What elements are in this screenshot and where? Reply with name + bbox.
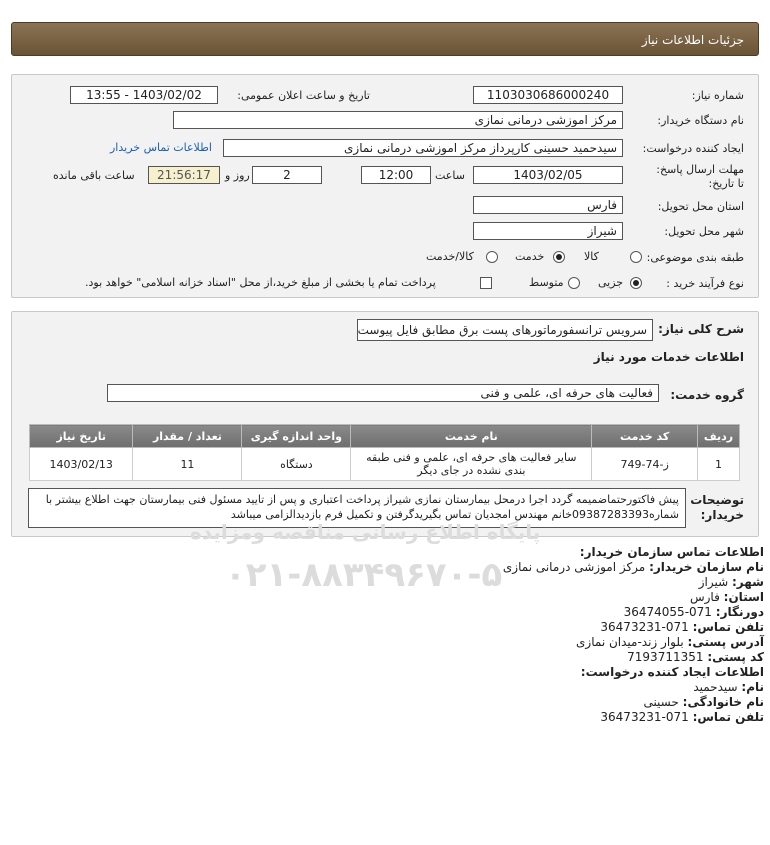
last-name-label: نام خانوادگی: <box>682 695 764 709</box>
city-field: شیراز <box>473 222 623 240</box>
services-table <box>29 424 740 481</box>
address-label: آدرس پستی: <box>687 635 764 649</box>
creator-phone-label: تلفن تماس: <box>692 710 764 724</box>
first-name-label: نام: <box>741 680 764 694</box>
address-value: بلوار زند-میدان نمازی <box>576 635 684 649</box>
creator-contact-title: اطلاعات ایجاد کننده درخواست: <box>580 665 764 679</box>
process-option-medium: متوسط <box>529 276 564 289</box>
process-radio-minor[interactable] <box>630 277 642 289</box>
treasury-payment-checkbox[interactable] <box>480 277 492 289</box>
remaining-time-field: 21:56:17 <box>148 166 220 184</box>
category-option-both: کالا/خدمت <box>426 250 474 263</box>
description-field: پیش فاکتورحتماضمیمه گردد اجرا درمحل بیمارستان نمازی شیراز پرداخت اعتباری و پس از تایید مسئول فنی بیمارستان جهت اطلاع بیشتر با شماره09387283393خانم مهندس امجدیان تماس بگیریدگرفتن و تکمیل فرم بازدیدالزامی میباشد <box>28 488 686 528</box>
announce-label: تاریخ و ساعت اعلان عمومی: <box>237 89 370 102</box>
buyer-org-field: مرکز اموزشی درمانی نمازی <box>173 111 623 129</box>
summary-label: شرح کلی نیاز: <box>658 322 744 336</box>
org-city-value: شیراز <box>698 575 729 589</box>
buyer-org-label: نام دستگاه خریدار: <box>657 114 744 127</box>
need-number-field: 1103030686000240 <box>473 86 623 104</box>
need-number-label: شماره نیاز: <box>691 89 744 102</box>
summary-field: سرویس ترانسفورماتورهای پست برق مطابق فایل پیوست <box>357 319 653 341</box>
last-name-value: حسینی <box>643 695 679 709</box>
watermark-phone: ۰۲۱-۸۸۳۴۹۶۷۰-۵ <box>225 555 503 595</box>
watermark-text: پایگاه اطلاع رسانی مناقصه ومزایده <box>190 520 541 544</box>
category-radio-service[interactable] <box>553 251 565 263</box>
creator-field: سیدحمید حسینی کارپرداز مرکز اموزشی درمانی نمازی <box>223 139 623 157</box>
treasury-payment-text: پرداخت تمام یا بخشی از مبلغ خرید،از محل "اسناد خزانه اسلامی" خواهد بود. <box>85 276 436 289</box>
province-field: فارس <box>473 196 623 214</box>
org-name-label: نام سازمان خریدار: <box>649 560 764 574</box>
phone-value: 071-36473231 <box>600 620 689 634</box>
org-name-value: مرکز اموزشی درمانی نمازی <box>502 560 646 574</box>
cell-name: سایر فعالیت های حرفه ای، علمی و فنی طبقه بندی نشده در جای دیگر <box>351 448 592 481</box>
deadline-label: مهلت ارسال پاسخ: تا تاریخ: <box>656 163 744 190</box>
services-title: اطلاعات خدمات مورد نیاز <box>593 350 744 364</box>
process-radio-medium[interactable] <box>568 277 580 289</box>
deadline-time-field: 12:00 <box>361 166 431 184</box>
creator-phone-value: 071-36473231 <box>600 710 689 724</box>
phone-label: تلفن تماس: <box>692 620 764 634</box>
group-label: گروه خدمت: <box>670 388 744 402</box>
buyer-contact-link[interactable]: اطلاعات تماس خریدار <box>110 141 212 154</box>
remaining-label: ساعت باقی مانده <box>53 169 135 182</box>
deadline-date-field: 1403/02/05 <box>473 166 623 184</box>
col-qty: تعداد / مقدار <box>133 425 242 448</box>
cell-index: 1 <box>697 448 739 481</box>
cell-qty: 11 <box>133 448 242 481</box>
province-label: استان محل تحویل: <box>657 200 744 213</box>
fax-value: 071-36474055 <box>623 605 712 619</box>
city-label: شهر محل تحویل: <box>664 225 744 238</box>
category-label: طبقه بندی موضوعی: <box>646 251 744 264</box>
category-radio-both[interactable] <box>486 251 498 263</box>
cell-date: 1403/02/13 <box>30 448 133 481</box>
process-label: نوع فرآیند خرید : <box>666 277 744 290</box>
postal-label: کد پستی: <box>707 650 764 664</box>
col-code: کد خدمت <box>592 425 698 448</box>
org-province-value: فارس <box>689 590 720 604</box>
page-header <box>11 22 759 56</box>
category-option-goods: کالا <box>584 250 599 263</box>
org-contact-title: اطلاعات تماس سازمان خریدار: <box>579 545 764 559</box>
fax-label: دورنگار: <box>715 605 764 619</box>
col-unit: واحد اندازه گیری <box>242 425 351 448</box>
category-radio-goods[interactable] <box>630 251 642 263</box>
days-field: 2 <box>252 166 322 184</box>
col-date: تاریخ نیاز <box>30 425 133 448</box>
time-label: ساعت <box>435 169 465 182</box>
table-row <box>30 448 740 481</box>
description-label: توضیحات خریدار: <box>690 493 744 522</box>
announce-field: 1403/02/02 - 13:55 <box>70 86 218 104</box>
cell-unit: دستگاه <box>242 448 351 481</box>
first-name-value: سیدحمید <box>693 680 738 694</box>
creator-label: ایجاد کننده درخواست: <box>642 142 744 155</box>
process-option-minor: جزیی <box>598 276 624 289</box>
col-index: ردیف <box>697 425 739 448</box>
postal-value: 7193711351 <box>627 650 704 664</box>
cell-code: ز-74-749 <box>592 448 698 481</box>
request-details-panel <box>11 74 759 298</box>
group-field: فعالیت های حرفه ای، علمی و فنی <box>107 384 659 402</box>
org-city-label: شهر: <box>732 575 764 589</box>
org-province-label: استان: <box>723 590 764 604</box>
category-option-service: خدمت <box>515 250 545 263</box>
days-label: روز و <box>225 169 250 182</box>
page-title: جزئیات اطلاعات نیاز <box>641 33 744 47</box>
table-header-row <box>30 425 740 448</box>
col-name: نام خدمت <box>351 425 592 448</box>
